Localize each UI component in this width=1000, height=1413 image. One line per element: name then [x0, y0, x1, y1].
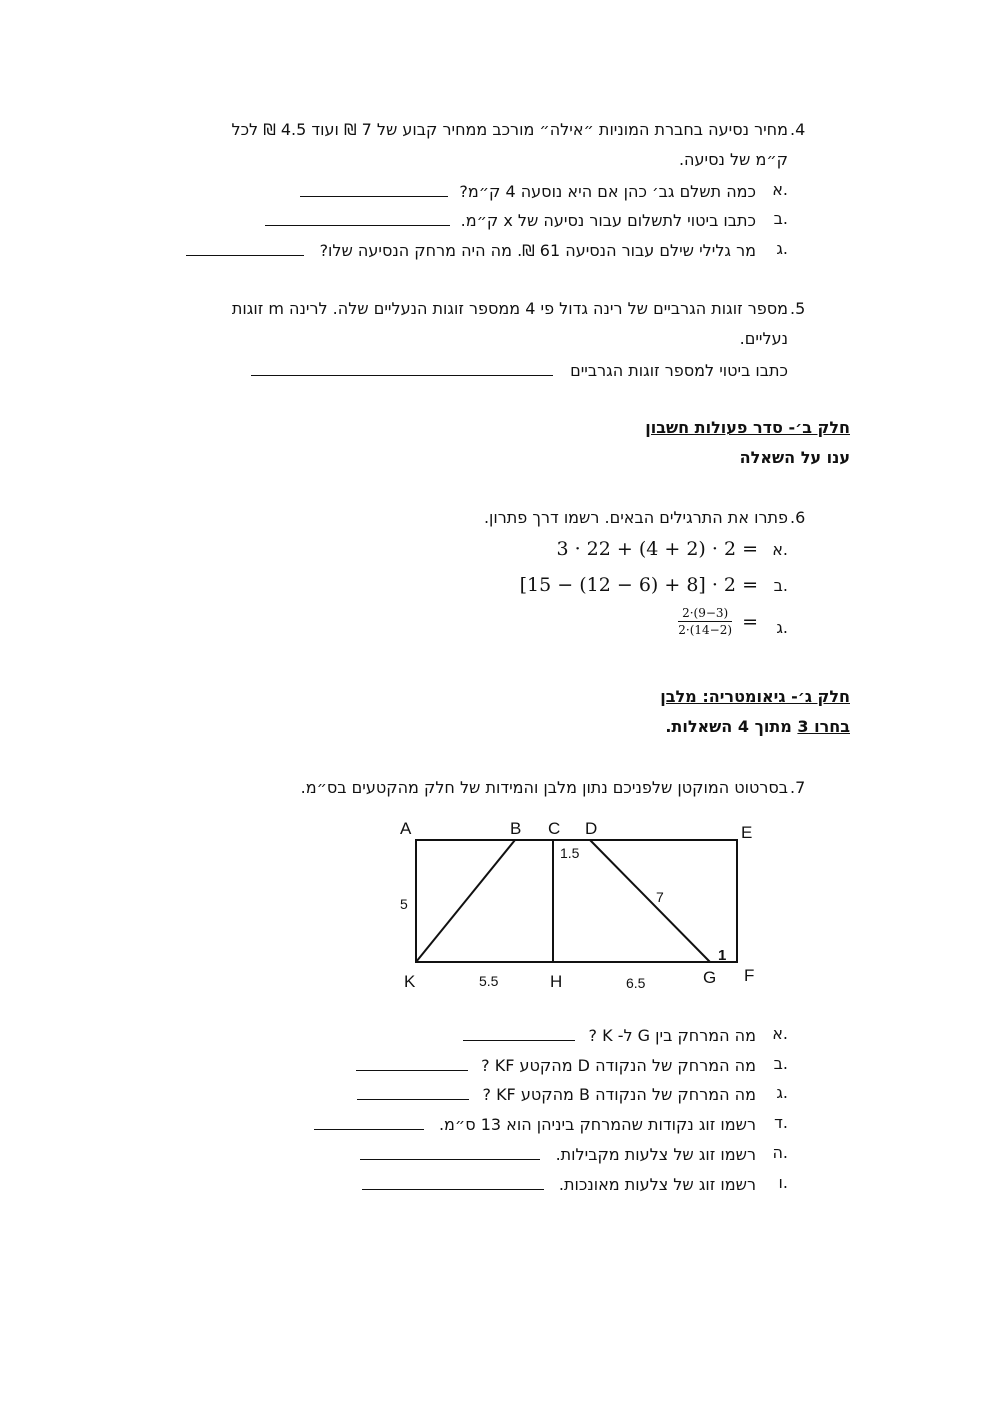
q7-c-answer-blank[interactable] — [357, 1083, 469, 1100]
q7-d-text: רשמו זוג נקודות שהמרחק ביניהן הוא 13 ס״מ. — [438, 1115, 756, 1134]
q7-d-answer-blank[interactable] — [314, 1113, 424, 1130]
q5-answer-blank[interactable] — [251, 359, 553, 376]
q7-d-row — [314, 1113, 756, 1134]
label-A: A — [400, 819, 412, 838]
q6-c-equals: = — [742, 610, 758, 633]
q4-c-answer-blank[interactable] — [186, 239, 304, 256]
q4-c-letter: ג. — [776, 239, 788, 258]
q7-e-text: רשמו זוג של צלעות מקבילות. — [555, 1145, 756, 1164]
q7-a-letter: א. — [772, 1024, 788, 1043]
q7-b-letter: ב. — [773, 1054, 788, 1073]
measure-dg: 7 — [656, 889, 664, 905]
q7-d-letter: ד. — [774, 1113, 788, 1132]
measure-kh: 5.5 — [479, 973, 499, 989]
label-G: G — [703, 968, 717, 987]
label-D: D — [585, 819, 598, 838]
label-H: H — [550, 972, 563, 991]
part-b-title: חלק ב׳- סדר פעולות חשבון — [645, 418, 850, 437]
q6-c-letter: ג. — [776, 618, 788, 637]
q5-line2: נעליים. — [739, 329, 788, 348]
q7-a-answer-blank[interactable] — [463, 1024, 575, 1041]
q6-a-expr: 3 · 22 + (4 + 2) · 2 = — [556, 538, 758, 560]
q7-c-text: מה המרחק של הנקודה B מהקטע KF ? — [482, 1085, 756, 1104]
q6-number: .6 — [790, 508, 806, 527]
q5-line3-row — [251, 359, 788, 380]
q4-b-text: כתבו ביטוי לתשלום עבור נסיעה של x ק״מ. — [460, 211, 756, 230]
rectangle-diagram — [390, 815, 790, 995]
q7-b-row — [356, 1054, 756, 1075]
q5-number: .5 — [790, 299, 806, 318]
q7-c-letter: ג. — [776, 1083, 788, 1102]
q6-b-expr: [15 − (12 − 6) + 8] · 2 = — [519, 574, 758, 596]
q6-b-letter: ב. — [773, 576, 788, 595]
part-c-title: חלק ג׳- גיאומטריה: מלבן — [660, 687, 850, 706]
q7-b-answer-blank[interactable] — [356, 1054, 468, 1071]
q4-a-row — [300, 180, 756, 201]
q4-c-text: מר גלילי שילם עבור הנסיעה 61 ₪. מה היה מרחק הנסיעה שלו? — [319, 241, 756, 260]
label-C: C — [548, 819, 561, 838]
q7-f-answer-blank[interactable] — [362, 1173, 544, 1190]
measure-gf: 1 — [718, 947, 727, 964]
q7-e-answer-blank[interactable] — [360, 1143, 540, 1160]
q4-a-answer-blank[interactable] — [300, 180, 448, 197]
q7-b-text: מה המרחק של הנקודה D מהקטע KF ? — [481, 1056, 756, 1075]
q7-a-text: מה המרחק בין G ל- K ? — [588, 1026, 756, 1045]
q4-b-row — [265, 209, 756, 230]
q7-number: .7 — [790, 778, 806, 797]
q7-e-row — [360, 1143, 756, 1164]
q5-line1: מספר זוגות הגרביים של רינה גדול פי 4 ממספר זוגות הנעליים שלה. לרינה m זוגות — [231, 299, 788, 318]
q6-c-numerator: 2·(9−3) — [678, 606, 732, 622]
q4-b-answer-blank[interactable] — [265, 209, 450, 226]
q7-f-text: רשמו זוג של צלעות מאונכות. — [558, 1175, 756, 1194]
q6-c-expr — [678, 606, 758, 637]
q7-intro: בסרטוט המוקטן שלפניכם נתון מלבן והמידות של חלק מהקטעים בס״מ. — [300, 778, 788, 797]
measure-cd: 1.5 — [560, 845, 580, 861]
part-b-subtitle: ענו על השאלה — [739, 448, 850, 467]
label-F: F — [744, 966, 755, 985]
q7-f-row — [362, 1173, 756, 1194]
q6-c-denominator: 2·(14−2) — [678, 623, 733, 637]
q6-c-fraction — [678, 606, 732, 637]
segment-DG — [590, 840, 710, 962]
q6-a-letter: א. — [772, 540, 788, 559]
q4-b-letter: ב. — [773, 209, 788, 228]
q4-line1: מחיר נסיעה בחברת המוניות ״אילה״ מורכב ממחיר קבוע של 7 ₪ ועוד 4.5 ₪ לכל — [231, 120, 788, 139]
part-c-subtitle-pre: בחרו — [808, 717, 850, 736]
q4-a-text: כמה תשלם גב׳ כהן אם היא נוסעה 4 ק״מ? — [459, 182, 756, 201]
part-c-subtitle — [665, 717, 850, 736]
q5-line3: כתבו ביטוי למספר זוגות הגרביים — [570, 361, 788, 380]
measure-ak: 5 — [400, 896, 408, 912]
segment-KB — [416, 840, 515, 962]
part-c-subtitle-num: 3 — [797, 717, 809, 736]
label-K: K — [404, 972, 416, 991]
q4-number: .4 — [790, 120, 806, 139]
q4-c-row — [186, 239, 756, 260]
label-E: E — [741, 823, 753, 842]
q4-line2: ק״מ של נסיעה. — [678, 150, 788, 169]
q6-intro: פתרו את התרגילים הבאים. רשמו דרך פתרון. — [483, 508, 788, 527]
measure-hg: 6.5 — [626, 975, 646, 991]
label-B: B — [510, 819, 522, 838]
q7-e-letter: ה. — [772, 1143, 788, 1162]
q7-f-letter: ו. — [778, 1173, 788, 1192]
q7-a-row — [463, 1024, 756, 1045]
q4-a-letter: א. — [772, 180, 788, 199]
part-c-subtitle-post: מתוך 4 השאלות. — [665, 717, 798, 736]
q7-c-row — [357, 1083, 756, 1104]
